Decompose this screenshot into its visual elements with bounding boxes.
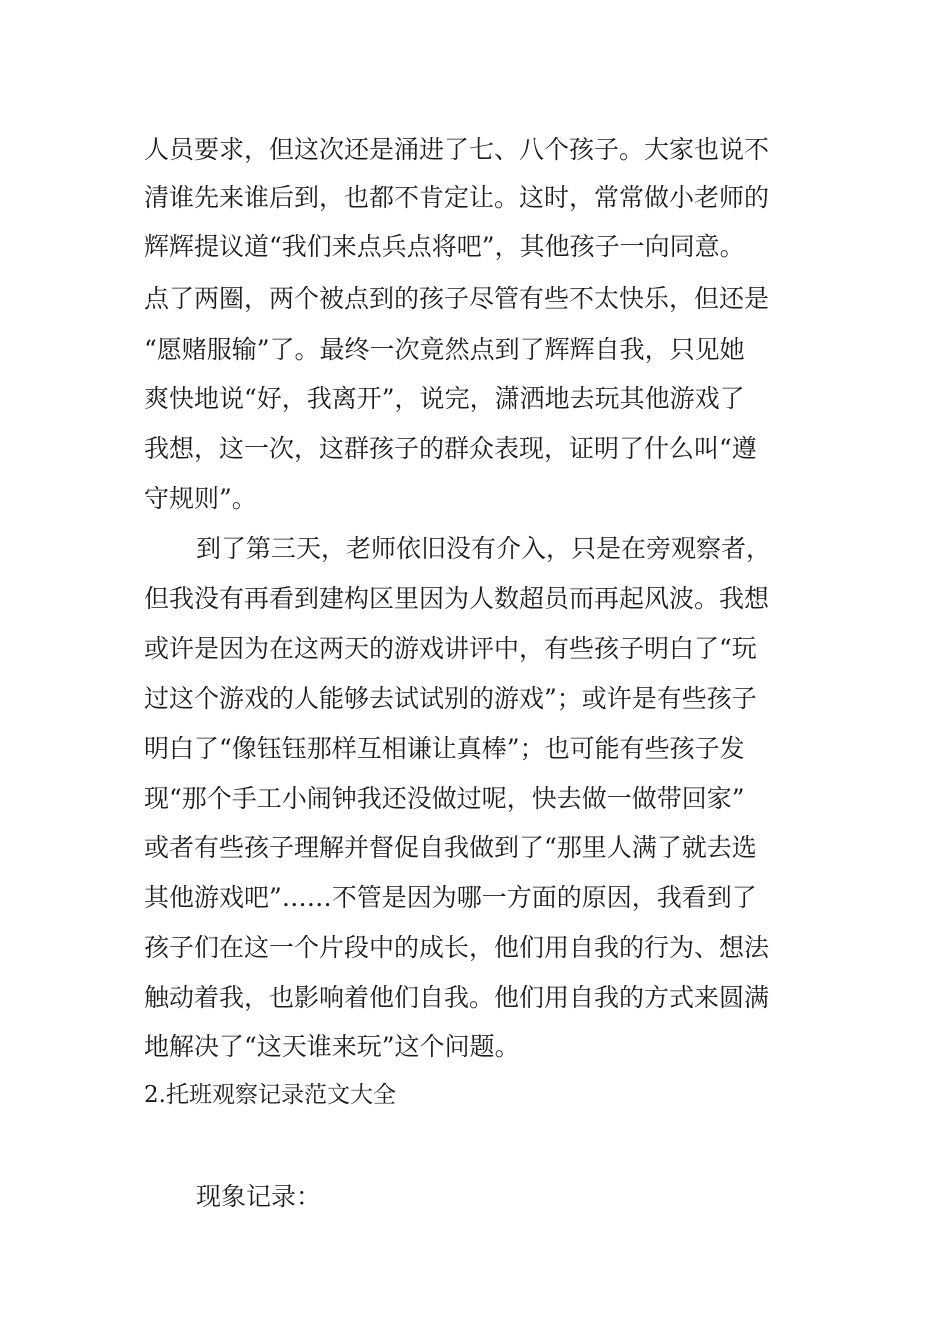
- paragraph-line: 但我没有再看到建构区里因为人数超员而再起风波。我想: [144, 584, 770, 613]
- paragraph-line: “愿赌服输”了。最终一次竟然点到了辉辉自我，只见她: [144, 335, 745, 364]
- paragraph-line: 到了第三天，老师依旧没有介入，只是在旁观察者，: [196, 534, 772, 563]
- paragraph-line: 或者有些孩子理解并督促自我做到了“那里人满了就去选: [144, 833, 757, 862]
- paragraph-line: 点了两圈，两个被点到的孩子尽管有些不太快乐，但还是: [144, 284, 770, 313]
- paragraph-line: 孩子们在这一个片段中的成长，他们用自我的行为、想法: [144, 933, 770, 962]
- paragraph-line: 清谁先来谁后到，也都不肯定让。这时，常常做小老师的: [144, 183, 770, 212]
- section-heading: 2.托班观察记录范文大全: [144, 1082, 396, 1108]
- paragraph-line: 辉辉提议道“我们来点兵点将吧”，其他孩子一向同意。: [144, 232, 745, 261]
- paragraph-line: 爽快地说“好，我离开”，说完，潇洒地去玩其他游戏了: [144, 384, 745, 413]
- paragraph-line: 我想，这一次，这群孩子的群众表现，证明了什么叫“遵: [144, 434, 757, 463]
- paragraph-line: 或许是因为在这两天的游戏讲评中，有些孩子明白了“玩: [144, 634, 757, 663]
- paragraph-line: 现“那个手工小闹钟我还没做过呢，快去做一做带回家”: [144, 784, 745, 813]
- subheading: 现象记录：: [196, 1182, 322, 1211]
- paragraph-line: 地解决了“这天谁来玩”这个问题。: [144, 1032, 520, 1061]
- paragraph-line: 明白了“像钰钰那样互相谦让真棒”；也可能有些孩子发: [144, 734, 745, 763]
- paragraph-line: 人员要求，但这次还是涌进了七、八个孩子。大家也说不: [144, 135, 770, 164]
- paragraph-line: 触动着我，也影响着他们自我。他们用自我的方式来圆满: [144, 983, 770, 1012]
- paragraph-line: 其他游戏吧”……不管是因为哪一方面的原因，我看到了: [144, 883, 757, 912]
- paragraph-line: 过这个游戏的人能够去试试别的游戏”；或许是有些孩子: [144, 684, 757, 713]
- paragraph-line: 守规则”。: [144, 484, 257, 513]
